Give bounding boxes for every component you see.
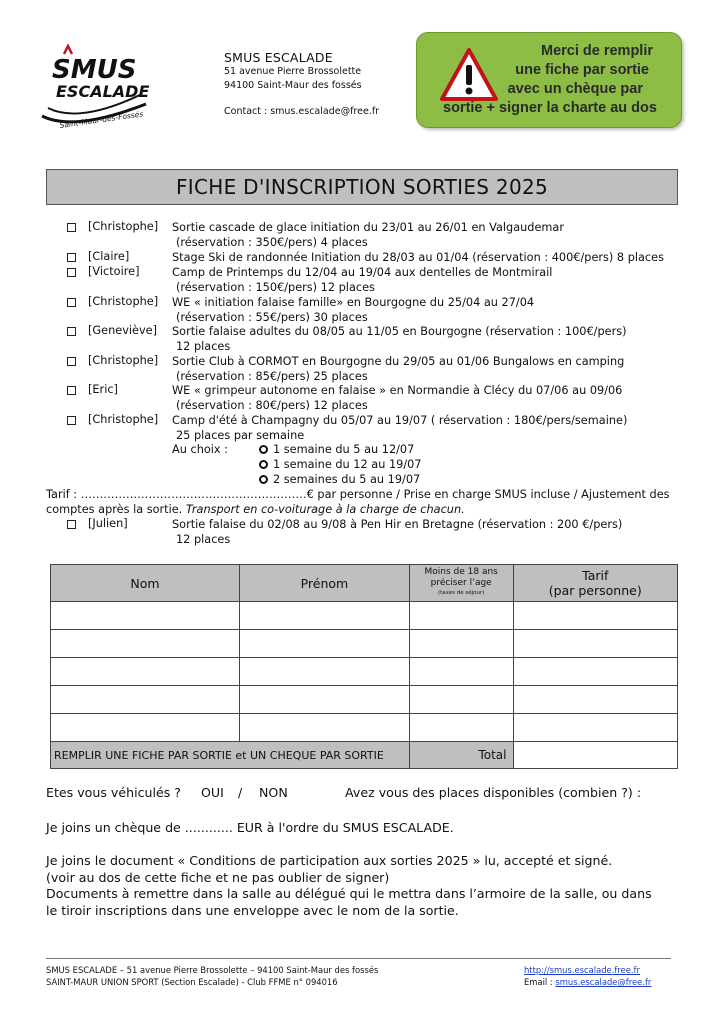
event-leader: [Eric] [88,383,118,396]
event-checkbox[interactable] [67,357,76,366]
cell-nom[interactable] [51,602,240,630]
col-header-age-line2: préciser l’age [430,577,492,588]
cell-tarif[interactable] [513,686,678,714]
event-leader: [Julien] [88,517,128,530]
cell-age[interactable] [409,714,513,742]
org-info [224,50,379,117]
page-title: FICHE D'INSCRIPTION SORTIES 2025 [175,175,549,199]
choice-option[interactable] [259,458,422,471]
event-line: 25 places par semaine [176,429,305,442]
event-line: (réservation : 150€/pers) 12 places [176,281,375,294]
col-header-age-line1: Moins de 18 ans [424,567,498,578]
event-line: Camp d'été à Champagny du 05/07 au 19/07 ( réservation : 180€/pers/semaine) [172,414,628,427]
website-link[interactable]: http://smus.escalade.free.fr [524,965,640,975]
contact-email: Contact : smus.escalade@free.fr [224,106,380,117]
notice-line1: Merci de remplir [540,43,653,59]
notice-line3: avec un chèque par [507,81,643,97]
event-leader: [Christophe] [88,295,159,308]
table-footer-note: REMPLIR UNE FICHE PAR SORTIE et UN CHEQUE PAR SORTIE [51,742,410,769]
cell-age[interactable] [409,658,513,686]
cell-nom[interactable] [51,714,240,742]
email-label: Email : [524,977,556,987]
table-row [51,630,678,658]
col-header-tarif-line2: (par personne) [548,583,642,598]
cell-nom[interactable] [51,630,240,658]
org-name: SMUS ESCALADE [224,50,333,65]
registration-table [50,564,678,769]
svg-text:Saint-Maur-des-Fossés: Saint-Maur-des-Fossés [59,109,144,130]
event-checkbox[interactable] [67,327,76,336]
conditions-line1: Je joins le document « Conditions de participation aux sorties 2025 » lu, accepté et signé. [46,853,613,868]
event-leader: [Victoire] [88,265,140,278]
event-line: (réservation : 350€/pers) 4 places [176,236,368,249]
choice-option[interactable] [259,443,414,456]
event-leader: [Geneviève] [88,324,158,337]
notice-line4: sortie + signer la charte au dos [443,100,657,116]
tarif-line1: Tarif : ……………………………………………………€ par personne / Prise en charge SMUS incluse / Ajustement des [46,488,670,501]
choice-option-label: 1 semaine du 12 au 19/07 [273,458,422,471]
footer-left [46,964,378,988]
cell-age[interactable] [409,686,513,714]
address-line2: 94100 Saint-Maur des fossés [224,80,362,91]
col-header-tarif [513,565,678,602]
cheque-line: Je joins un chèque de ............ EUR à l'ordre du SMUS ESCALADE. [46,820,454,835]
cell-prenom[interactable] [239,630,409,658]
table-footer-row [51,742,678,769]
footer-club: SAINT-MAUR UNION SPORT (Section Escalade) - Club FFME n° 094016 [46,977,338,987]
oui-option[interactable]: OUI [201,785,224,800]
event-leader: [Claire] [88,250,130,263]
event-leader: [Christophe] [88,220,159,233]
cell-tarif[interactable] [513,630,678,658]
event-line: Sortie Club à CORMOT en Bourgogne du 29/05 au 01/06 Bungalows en camping [172,355,625,368]
choice-option-label: 1 semaine du 5 au 12/07 [273,443,415,456]
event-checkbox[interactable] [67,416,76,425]
seats-question: Avez vous des places disponibles (combien ?) : [345,785,642,800]
footer-divider [46,958,671,959]
choice-option[interactable] [259,473,420,486]
cell-nom[interactable] [51,686,240,714]
choices-label: Au choix : [172,443,228,456]
radio-icon [259,445,268,454]
footer-right [524,964,651,988]
cell-prenom[interactable] [239,686,409,714]
radio-icon [259,460,268,469]
vehicle-question: Etes vous véhiculés ? [46,785,181,800]
cell-prenom[interactable] [239,658,409,686]
event-line: Camp de Printemps du 12/04 au 19/04 aux dentelles de Montmirail [172,266,553,279]
event-checkbox[interactable] [67,386,76,395]
event-line: WE « initiation falaise famille» en Bourgogne du 25/04 au 27/04 [172,296,535,309]
event-line: (réservation : 55€/pers) 30 places [176,311,368,324]
cell-prenom[interactable] [239,714,409,742]
event-line: (réservation : 85€/pers) 25 places [176,370,368,383]
conditions-line3: Documents à remettre dans la salle au délégué qui le mettra dans l’armoire de la salle, ou dans [46,886,652,901]
event-leader: [Christophe] [88,354,159,367]
tarif-transport-note: Transport en co-voiturage à la charge de chacun. [185,503,465,516]
cell-tarif[interactable] [513,658,678,686]
cell-prenom[interactable] [239,602,409,630]
choice-option-label: 2 semaines du 5 au 19/07 [273,473,421,486]
table-header-row [51,565,678,602]
event-checkbox[interactable] [67,223,76,232]
notice-message [439,42,675,118]
option-separator: / [238,785,243,800]
svg-text:SMUS: SMUS [52,55,137,85]
conditions-line4: le tiroir inscriptions dans une enveloppe avec le nom de la sortie. [46,902,459,918]
notice-box [416,32,682,128]
address-line1: 51 avenue Pierre Brossolette [224,66,362,77]
event-line: Sortie cascade de glace initiation du 23/01 au 26/01 en Valgaudemar [172,221,565,234]
tarif-line2-text: comptes après la sortie. [46,503,186,516]
email-link[interactable]: smus.escalade@free.fr [555,977,652,987]
table-row [51,658,678,686]
col-header-prenom: Prénom [239,565,409,602]
footer-address: SMUS ESCALADE – 51 avenue Pierre Brossolette – 94100 Saint-Maur des fossés [46,965,379,975]
table-row [51,602,678,630]
col-header-nom: Nom [51,565,240,602]
club-logo [34,44,154,130]
conditions-paragraph [46,853,652,919]
event-line: (réservation : 80€/pers) 12 places [176,399,368,412]
event-checkbox[interactable] [67,520,76,529]
cell-nom[interactable] [51,658,240,686]
col-header-age [409,565,513,602]
cell-age[interactable] [409,630,513,658]
total-value-cell[interactable] [513,742,678,769]
svg-text:ESCALADE: ESCALADE [56,82,150,101]
col-header-age-note: (taxes de séjour) [437,590,485,597]
event-line: Sortie falaise adultes du 08/05 au 11/05 en Bourgogne (réservation : 100€/pers) [172,325,627,338]
cell-tarif[interactable] [513,602,678,630]
conditions-line2: (voir au dos de cette fiche et ne pas oublier de signer) [46,869,390,885]
event-line: Stage Ski de randonnée Initiation du 28/03 au 01/04 (réservation : 400€/pers) 8 places [172,251,664,264]
total-label: Total [409,742,513,769]
col-header-tarif-line1: Tarif [582,568,609,583]
event-checkbox[interactable] [67,298,76,307]
event-leader: [Christophe] [88,413,159,426]
page-title-box [46,169,678,205]
event-checkbox[interactable] [67,268,76,277]
event-line: 12 places [176,533,231,546]
event-line: Sortie falaise du 02/08 au 9/08 à Pen Hir en Bretagne (réservation : 200 €/pers) [172,518,623,531]
notice-line2: une fiche par sortie [515,62,649,78]
radio-icon [259,475,268,484]
table-row [51,686,678,714]
event-line: WE « grimpeur autonome en falaise » en Normandie à Clécy du 07/06 au 09/06 [172,384,623,397]
event-line: 12 places [176,340,231,353]
cell-tarif[interactable] [513,714,678,742]
non-option[interactable]: NON [259,785,288,800]
smus-logo-icon [34,44,154,130]
tarif-line2 [46,502,686,517]
cell-age[interactable] [409,602,513,630]
tarif-note [46,487,686,517]
event-checkbox[interactable] [67,253,76,262]
table-row [51,714,678,742]
